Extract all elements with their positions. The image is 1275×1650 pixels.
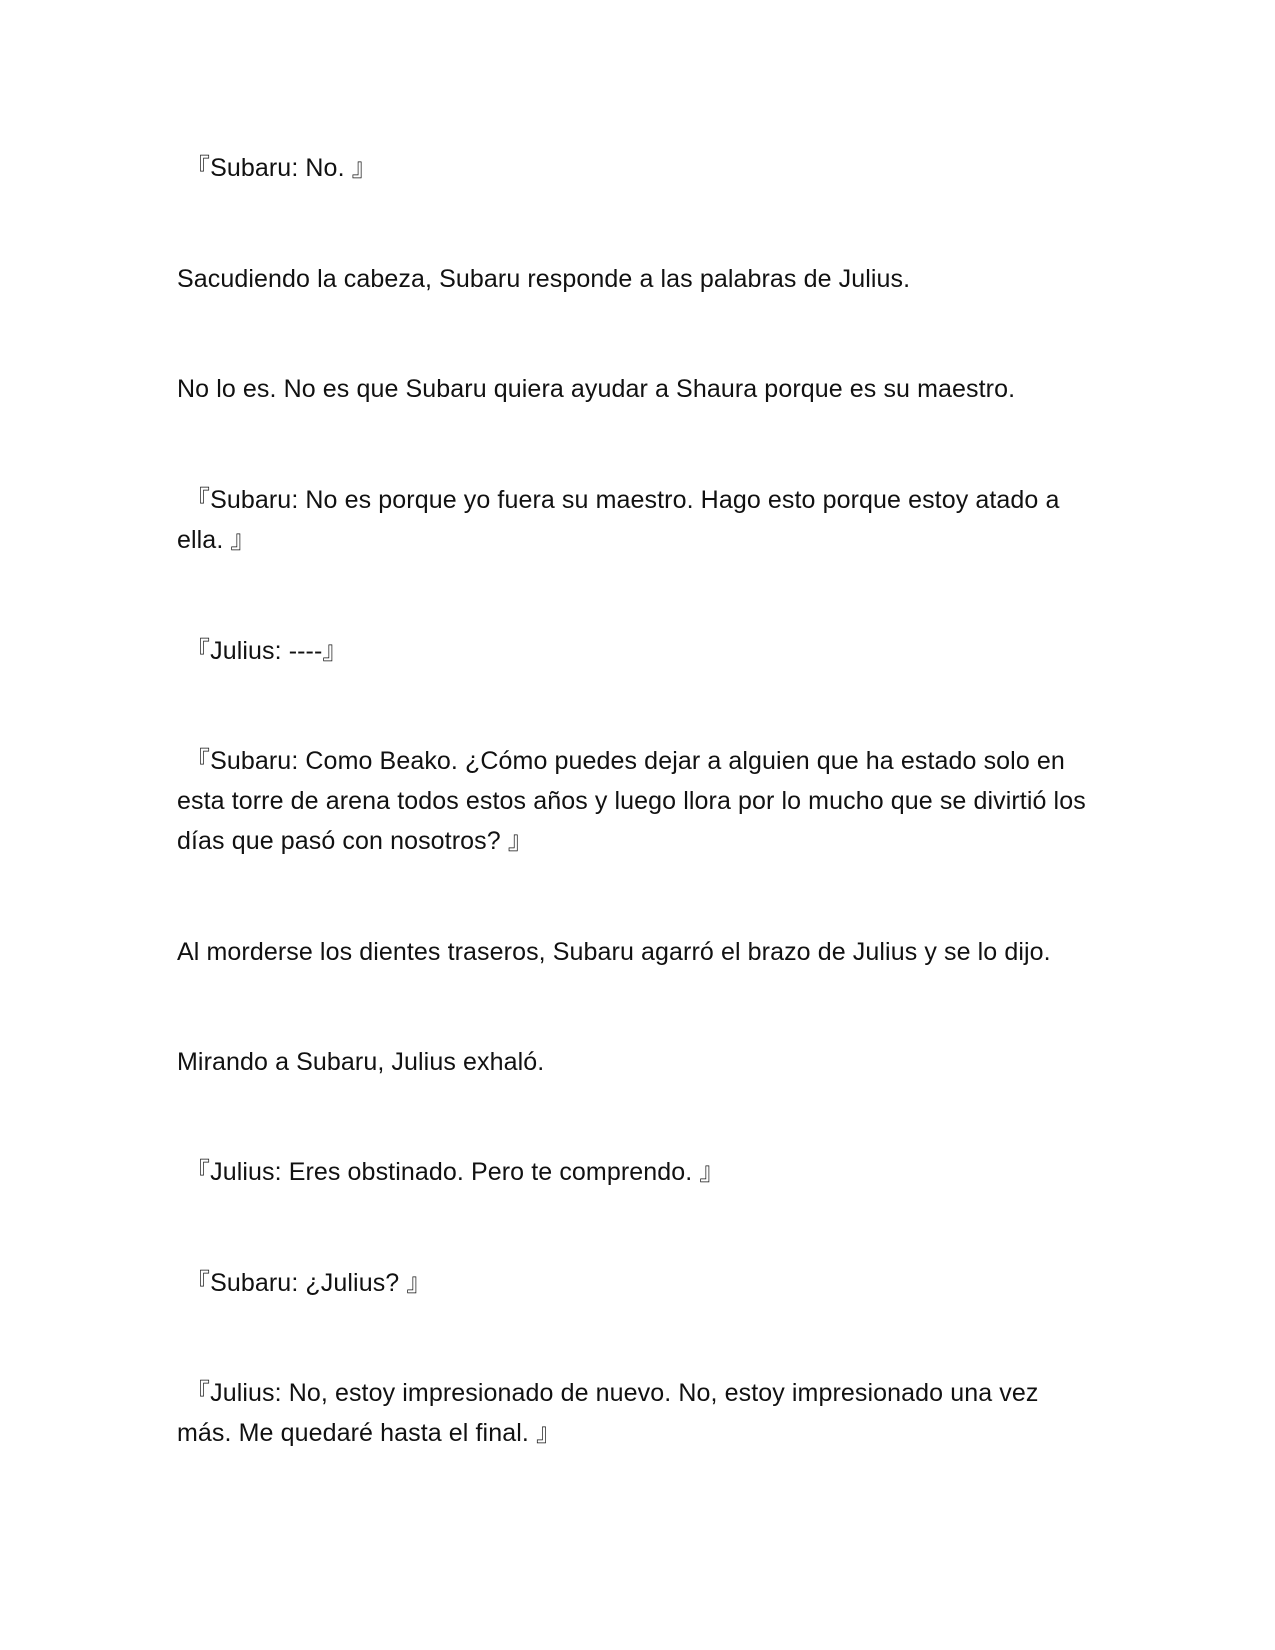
narration-paragraph: Sacudiendo la cabeza, Subaru responde a las palabras de Julius. [177, 265, 911, 293]
dialogue-julius-silence: 『Julius: ----』 [185, 637, 348, 665]
narration-paragraph: Mirando a Subaru, Julius exhaló. [177, 1048, 545, 1076]
dialogue-subaru-no: 『Subaru: No. 』 [185, 154, 377, 182]
narration-paragraph: Al morderse los dientes traseros, Subaru agarró el brazo de Julius y se lo dijo. [177, 938, 1051, 966]
dialogue-subaru-maestro: 『Subaru: No es porque yo fuera su maestro. Hago esto porque estoy atado a ella. 』 [177, 486, 1060, 554]
dialogue-julius-obstinado: 『Julius: Eres obstinado. Pero te comprendo. 』 [185, 1158, 725, 1186]
dialogue-julius-final: 『Julius: No, estoy impresionado de nuevo. No, estoy impresionado una vez más. Me quedaré hasta el final. 』 [177, 1379, 1039, 1447]
dialogue-subaru-beako: 『Subaru: Como Beako. ¿Cómo puedes dejar a alguien que ha estado solo en esta torre de arena todos estos años y luego llora por lo mucho que se divirtió los días que pasó con nosotros? 』 [177, 747, 1086, 855]
dialogue-subaru-julius: 『Subaru: ¿Julius? 』 [185, 1269, 432, 1297]
narration-paragraph: No lo es. No es que Subaru quiera ayudar a Shaura porque es su maestro. [177, 375, 1016, 403]
